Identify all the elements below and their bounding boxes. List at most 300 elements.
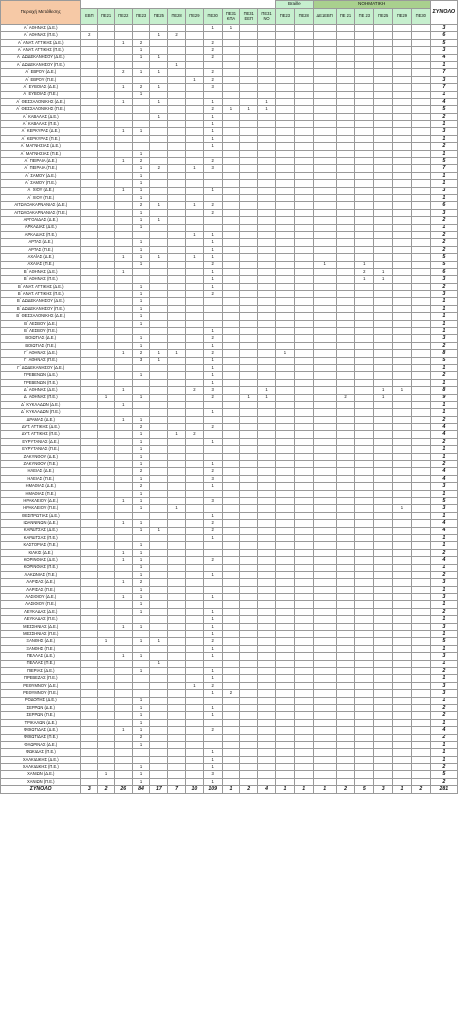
count-cell bbox=[355, 401, 374, 408]
area-cell: ΖΑΚΥΝΘΟΥ (Π.Ε.) bbox=[1, 461, 81, 468]
count-cell bbox=[411, 416, 430, 423]
count-cell: 1 bbox=[132, 623, 150, 630]
count-cell bbox=[313, 409, 336, 416]
count-cell bbox=[411, 246, 430, 253]
count-cell bbox=[81, 586, 98, 593]
count-cell bbox=[168, 660, 186, 667]
count-cell bbox=[168, 268, 186, 275]
count-cell bbox=[411, 180, 430, 187]
count-cell bbox=[81, 128, 98, 135]
count-cell bbox=[203, 224, 222, 231]
count-cell: 1 bbox=[132, 224, 150, 231]
count-cell bbox=[168, 446, 186, 453]
count-cell bbox=[258, 158, 276, 165]
count-cell: 1 bbox=[203, 328, 222, 335]
count-cell bbox=[313, 128, 336, 135]
count-cell: 1 bbox=[132, 557, 150, 564]
count-cell bbox=[114, 320, 132, 327]
count-cell bbox=[114, 372, 132, 379]
count-cell bbox=[355, 778, 374, 785]
count-cell: 2 bbox=[132, 158, 150, 165]
count-cell bbox=[411, 512, 430, 519]
count-cell bbox=[393, 143, 412, 150]
count-cell bbox=[185, 291, 203, 298]
count-cell bbox=[313, 638, 336, 645]
row-total-cell: 3 bbox=[430, 682, 457, 689]
count-cell bbox=[98, 645, 115, 652]
count-cell bbox=[355, 298, 374, 305]
count-cell: 1 bbox=[132, 320, 150, 327]
count-cell: 1 bbox=[203, 276, 222, 283]
area-cell: Α΄ ΔΩΔΕΚΑΝΗΣΟΥ (Δ.Ε.) bbox=[1, 54, 81, 61]
count-cell bbox=[150, 209, 168, 216]
count-cell bbox=[114, 571, 132, 578]
count-cell bbox=[150, 520, 168, 527]
count-cell bbox=[355, 697, 374, 704]
count-cell bbox=[276, 409, 295, 416]
count-cell bbox=[336, 194, 355, 201]
count-cell bbox=[114, 180, 132, 187]
count-cell bbox=[185, 490, 203, 497]
count-cell bbox=[355, 527, 374, 534]
count-cell: 1 bbox=[258, 394, 276, 401]
count-cell bbox=[81, 47, 98, 54]
count-cell bbox=[222, 704, 240, 711]
count-cell bbox=[258, 520, 276, 527]
count-cell bbox=[336, 91, 355, 98]
row-total-cell: 3 bbox=[430, 483, 457, 490]
table-row bbox=[1, 254, 458, 261]
count-cell bbox=[294, 719, 313, 726]
count-cell bbox=[240, 224, 258, 231]
count-cell bbox=[222, 520, 240, 527]
count-cell bbox=[98, 121, 115, 128]
count-cell bbox=[411, 342, 430, 349]
count-cell bbox=[355, 364, 374, 371]
column-header: ΠΕ25 bbox=[150, 9, 168, 25]
count-cell bbox=[81, 261, 98, 268]
count-cell bbox=[336, 498, 355, 505]
count-cell bbox=[185, 342, 203, 349]
count-cell bbox=[98, 542, 115, 549]
count-cell bbox=[411, 128, 430, 135]
area-cell: Α΄ ΜΑΓΝΗΣΙΑΣ (Δ.Ε.) bbox=[1, 143, 81, 150]
area-cell: ΑΡΤΑΣ (Π.Ε.) bbox=[1, 246, 81, 253]
count-cell bbox=[313, 313, 336, 320]
count-cell: 1 bbox=[114, 727, 132, 734]
area-cell: ΤΡΙΚΑΛΩΝ (Δ.Ε.) bbox=[1, 719, 81, 726]
count-cell: 1 bbox=[132, 313, 150, 320]
area-cell: ΕΥΡΥΤΑΝΙΑΣ (Δ.Ε.) bbox=[1, 438, 81, 445]
table-row bbox=[1, 431, 458, 438]
count-cell bbox=[393, 217, 412, 224]
count-cell bbox=[132, 32, 150, 39]
table-body bbox=[1, 25, 458, 794]
count-cell bbox=[355, 158, 374, 165]
count-cell bbox=[222, 734, 240, 741]
area-cell: ΑΡΚΑΔΙΑΣ (Δ.Ε.) bbox=[1, 224, 81, 231]
row-total-cell: 4 bbox=[430, 98, 457, 105]
count-cell bbox=[374, 682, 393, 689]
count-cell bbox=[185, 84, 203, 91]
count-cell bbox=[393, 61, 412, 68]
table-row bbox=[1, 39, 458, 46]
count-cell bbox=[258, 25, 276, 32]
count-cell bbox=[185, 328, 203, 335]
count-cell bbox=[222, 468, 240, 475]
count-cell bbox=[258, 291, 276, 298]
row-total-cell: 2 bbox=[430, 217, 457, 224]
count-cell: 1 bbox=[132, 298, 150, 305]
count-cell bbox=[168, 512, 186, 519]
count-cell bbox=[374, 623, 393, 630]
count-cell bbox=[336, 461, 355, 468]
count-cell bbox=[222, 135, 240, 142]
count-cell bbox=[374, 357, 393, 364]
count-cell bbox=[168, 128, 186, 135]
count-cell bbox=[150, 342, 168, 349]
count-cell bbox=[336, 727, 355, 734]
count-cell bbox=[336, 564, 355, 571]
count-cell: 1 bbox=[132, 47, 150, 54]
count-cell bbox=[294, 106, 313, 113]
count-cell: 2 bbox=[203, 527, 222, 534]
count-cell: 3 bbox=[132, 357, 150, 364]
count-cell bbox=[150, 453, 168, 460]
count-cell: 1 bbox=[132, 571, 150, 578]
count-cell bbox=[132, 512, 150, 519]
count-cell bbox=[185, 631, 203, 638]
count-cell bbox=[355, 579, 374, 586]
table-row bbox=[1, 394, 458, 401]
count-cell bbox=[258, 379, 276, 386]
column-header: ΠΕ31 ΝΟ bbox=[258, 9, 276, 25]
column-header: ΠΕ 23 bbox=[355, 9, 374, 25]
count-cell bbox=[276, 653, 295, 660]
count-cell bbox=[98, 387, 115, 394]
count-cell bbox=[393, 32, 412, 39]
count-cell bbox=[393, 594, 412, 601]
row-total-cell: 1 bbox=[430, 446, 457, 453]
count-cell bbox=[98, 424, 115, 431]
row-total-cell: 5 bbox=[430, 638, 457, 645]
count-cell bbox=[185, 719, 203, 726]
count-cell bbox=[168, 364, 186, 371]
count-cell bbox=[150, 320, 168, 327]
row-total-cell: 2 bbox=[430, 778, 457, 785]
count-cell bbox=[240, 660, 258, 667]
count-cell bbox=[98, 298, 115, 305]
count-cell bbox=[168, 631, 186, 638]
count-cell bbox=[355, 98, 374, 105]
count-cell bbox=[114, 305, 132, 312]
count-cell bbox=[203, 313, 222, 320]
area-cell: ΛΕΥΚΑΔΑΣ (Π.Ε.) bbox=[1, 616, 81, 623]
row-total-cell: 8 bbox=[430, 350, 457, 357]
count-cell bbox=[114, 364, 132, 371]
count-cell: 2 bbox=[150, 165, 168, 172]
count-cell bbox=[81, 727, 98, 734]
count-cell bbox=[240, 490, 258, 497]
count-cell: 3 bbox=[203, 475, 222, 482]
column-total-cell: 109 bbox=[203, 786, 222, 794]
count-cell bbox=[258, 150, 276, 157]
count-cell bbox=[98, 704, 115, 711]
count-cell bbox=[258, 276, 276, 283]
count-cell bbox=[98, 231, 115, 238]
row-total-cell: 1 bbox=[430, 121, 457, 128]
count-cell: 2 bbox=[168, 32, 186, 39]
count-cell bbox=[411, 254, 430, 261]
count-cell bbox=[276, 660, 295, 667]
count-cell bbox=[168, 165, 186, 172]
count-cell bbox=[374, 328, 393, 335]
count-cell bbox=[222, 409, 240, 416]
count-cell: 1 bbox=[185, 202, 203, 209]
table-row bbox=[1, 527, 458, 534]
count-cell bbox=[258, 468, 276, 475]
count-cell: 1 bbox=[150, 357, 168, 364]
count-cell bbox=[150, 143, 168, 150]
count-cell bbox=[276, 675, 295, 682]
count-cell bbox=[222, 564, 240, 571]
count-cell bbox=[168, 143, 186, 150]
count-cell bbox=[132, 690, 150, 697]
count-cell bbox=[374, 756, 393, 763]
count-cell bbox=[294, 586, 313, 593]
count-cell bbox=[185, 453, 203, 460]
column-header: ΠΕ30 bbox=[203, 9, 222, 25]
count-cell bbox=[313, 712, 336, 719]
row-total-cell: 4 bbox=[430, 475, 457, 482]
count-cell bbox=[168, 468, 186, 475]
count-cell bbox=[150, 158, 168, 165]
count-cell bbox=[336, 712, 355, 719]
count-cell bbox=[336, 416, 355, 423]
count-cell bbox=[336, 313, 355, 320]
count-cell bbox=[185, 180, 203, 187]
count-cell bbox=[313, 298, 336, 305]
count-cell bbox=[411, 106, 430, 113]
count-cell bbox=[336, 342, 355, 349]
count-cell bbox=[276, 446, 295, 453]
count-cell bbox=[411, 84, 430, 91]
area-cell: ΛΕΥΚΑΔΑΣ (Δ.Ε.) bbox=[1, 608, 81, 615]
count-cell bbox=[240, 254, 258, 261]
row-total-cell: 7 bbox=[430, 165, 457, 172]
count-cell bbox=[114, 475, 132, 482]
count-cell bbox=[222, 320, 240, 327]
count-cell bbox=[393, 291, 412, 298]
count-cell bbox=[355, 549, 374, 556]
count-cell bbox=[393, 25, 412, 32]
count-cell bbox=[355, 254, 374, 261]
count-cell bbox=[150, 372, 168, 379]
count-cell bbox=[258, 298, 276, 305]
count-cell bbox=[114, 342, 132, 349]
count-cell bbox=[313, 202, 336, 209]
count-cell bbox=[374, 424, 393, 431]
count-cell bbox=[222, 579, 240, 586]
count-cell bbox=[313, 246, 336, 253]
area-cell: ΑΧΑΪΑΣ (Δ.Ε.) bbox=[1, 254, 81, 261]
count-cell bbox=[168, 778, 186, 785]
count-cell: 1 bbox=[132, 475, 150, 482]
count-cell bbox=[393, 557, 412, 564]
count-cell bbox=[258, 231, 276, 238]
count-cell bbox=[132, 106, 150, 113]
count-cell bbox=[240, 498, 258, 505]
count-cell bbox=[98, 268, 115, 275]
count-cell bbox=[114, 741, 132, 748]
count-cell bbox=[355, 416, 374, 423]
count-cell bbox=[168, 379, 186, 386]
count-cell bbox=[114, 438, 132, 445]
count-cell bbox=[240, 39, 258, 46]
table-row bbox=[1, 682, 458, 689]
count-cell bbox=[355, 594, 374, 601]
count-cell bbox=[81, 372, 98, 379]
count-cell bbox=[313, 461, 336, 468]
count-cell: 1 bbox=[114, 128, 132, 135]
count-cell bbox=[374, 239, 393, 246]
count-cell bbox=[185, 47, 203, 54]
count-cell bbox=[98, 342, 115, 349]
count-cell bbox=[313, 291, 336, 298]
table-row bbox=[1, 660, 458, 667]
count-cell bbox=[132, 231, 150, 238]
count-cell bbox=[294, 54, 313, 61]
count-cell bbox=[294, 283, 313, 290]
count-cell bbox=[393, 328, 412, 335]
count-cell bbox=[240, 113, 258, 120]
count-cell bbox=[393, 76, 412, 83]
count-cell bbox=[411, 490, 430, 497]
count-cell bbox=[355, 727, 374, 734]
count-cell bbox=[150, 682, 168, 689]
count-cell bbox=[240, 520, 258, 527]
count-cell bbox=[240, 25, 258, 32]
row-total-cell: 1 bbox=[430, 172, 457, 179]
count-cell bbox=[294, 335, 313, 342]
count-cell bbox=[258, 645, 276, 652]
area-cell: Α΄ ΑΘΗΝΑΣ (Δ.Ε.) bbox=[1, 25, 81, 32]
count-cell: 1 bbox=[132, 549, 150, 556]
count-cell: 2 bbox=[203, 202, 222, 209]
count-cell bbox=[355, 172, 374, 179]
count-cell bbox=[411, 631, 430, 638]
count-cell bbox=[132, 25, 150, 32]
count-cell: 2 bbox=[203, 54, 222, 61]
count-cell bbox=[393, 424, 412, 431]
count-cell bbox=[98, 217, 115, 224]
count-cell bbox=[276, 756, 295, 763]
count-cell bbox=[203, 446, 222, 453]
count-cell bbox=[168, 209, 186, 216]
count-cell bbox=[276, 690, 295, 697]
count-cell bbox=[411, 76, 430, 83]
column-header: ΕΒΠ bbox=[81, 9, 98, 25]
count-cell bbox=[374, 231, 393, 238]
count-cell bbox=[374, 734, 393, 741]
count-cell bbox=[336, 764, 355, 771]
count-cell bbox=[258, 764, 276, 771]
count-cell bbox=[374, 534, 393, 541]
count-cell bbox=[150, 446, 168, 453]
count-cell bbox=[276, 579, 295, 586]
table-row bbox=[1, 143, 458, 150]
count-cell bbox=[98, 631, 115, 638]
count-cell bbox=[185, 690, 203, 697]
count-cell bbox=[276, 328, 295, 335]
count-cell bbox=[355, 342, 374, 349]
count-cell: 1 bbox=[114, 594, 132, 601]
count-cell bbox=[203, 320, 222, 327]
count-cell bbox=[240, 431, 258, 438]
count-cell bbox=[222, 202, 240, 209]
count-cell: 2 bbox=[203, 557, 222, 564]
row-total-cell: 6 bbox=[430, 268, 457, 275]
count-cell bbox=[411, 39, 430, 46]
count-cell bbox=[276, 741, 295, 748]
count-cell bbox=[336, 601, 355, 608]
area-cell: ΒΟΙΩΤΙΑΣ (Δ.Ε.) bbox=[1, 335, 81, 342]
count-cell bbox=[276, 771, 295, 778]
count-cell: 2 bbox=[203, 39, 222, 46]
count-cell: 1 bbox=[203, 409, 222, 416]
table-row bbox=[1, 246, 458, 253]
count-cell bbox=[81, 438, 98, 445]
count-cell: 1 bbox=[150, 217, 168, 224]
count-cell bbox=[393, 468, 412, 475]
count-cell bbox=[203, 564, 222, 571]
table-row bbox=[1, 357, 458, 364]
column-total-cell: 4 bbox=[258, 786, 276, 794]
count-cell bbox=[393, 39, 412, 46]
count-cell bbox=[411, 498, 430, 505]
count-cell bbox=[411, 667, 430, 674]
count-cell bbox=[336, 675, 355, 682]
count-cell: 2 bbox=[222, 690, 240, 697]
column-total-cell: 7 bbox=[168, 786, 186, 794]
count-cell bbox=[411, 54, 430, 61]
count-cell bbox=[150, 557, 168, 564]
count-cell bbox=[150, 771, 168, 778]
count-cell bbox=[114, 483, 132, 490]
count-cell bbox=[276, 209, 295, 216]
row-total-cell: 4 bbox=[430, 527, 457, 534]
count-cell bbox=[258, 261, 276, 268]
table-row bbox=[1, 150, 458, 157]
count-cell bbox=[313, 276, 336, 283]
count-cell bbox=[411, 638, 430, 645]
count-cell bbox=[258, 335, 276, 342]
area-cell: Δ΄ ΑΘΗΝΑΣ (Π.Ε.) bbox=[1, 394, 81, 401]
area-cell: Δ΄ ΚΥΚΛΑΔΩΝ (Δ.Ε.) bbox=[1, 401, 81, 408]
count-cell bbox=[150, 313, 168, 320]
count-cell bbox=[411, 69, 430, 76]
count-cell bbox=[240, 601, 258, 608]
count-cell bbox=[258, 438, 276, 445]
count-cell bbox=[81, 690, 98, 697]
count-cell bbox=[185, 246, 203, 253]
count-cell bbox=[355, 660, 374, 667]
count-cell bbox=[294, 47, 313, 54]
count-cell bbox=[240, 638, 258, 645]
count-cell bbox=[240, 202, 258, 209]
count-cell bbox=[185, 667, 203, 674]
count-cell bbox=[294, 608, 313, 615]
